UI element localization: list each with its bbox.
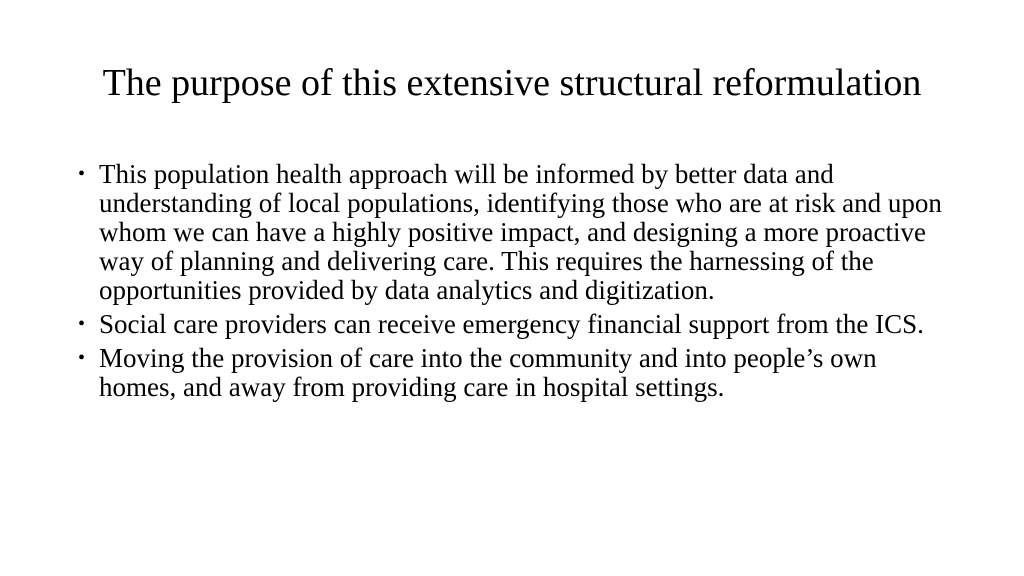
bullet-text: Social care providers can receive emergency financial support from the ICS. — [99, 309, 924, 339]
bullet-icon: • — [78, 347, 86, 369]
bullet-text: Moving the provision of care into the community and into people’s own homes, and away from providing care in hospital settings. — [99, 343, 877, 402]
slide-title: The purpose of this extensive structural reformulation — [102, 62, 922, 104]
bullet-item — [78, 310, 958, 339]
bullet-icon: • — [78, 313, 86, 335]
bullet-text: This population health approach will be informed by better data and understanding of local populations, identifying those who are at risk and upon whom we can have a highly positive impact, and designing a more proactive way of planning and delivering care. This requires the harnessing of the opportunities provided by data analytics and digitization. — [99, 159, 942, 305]
bullet-item — [78, 160, 969, 305]
bullet-icon: • — [78, 163, 86, 185]
bullet-item — [78, 344, 899, 402]
bullet-list — [78, 160, 958, 407]
